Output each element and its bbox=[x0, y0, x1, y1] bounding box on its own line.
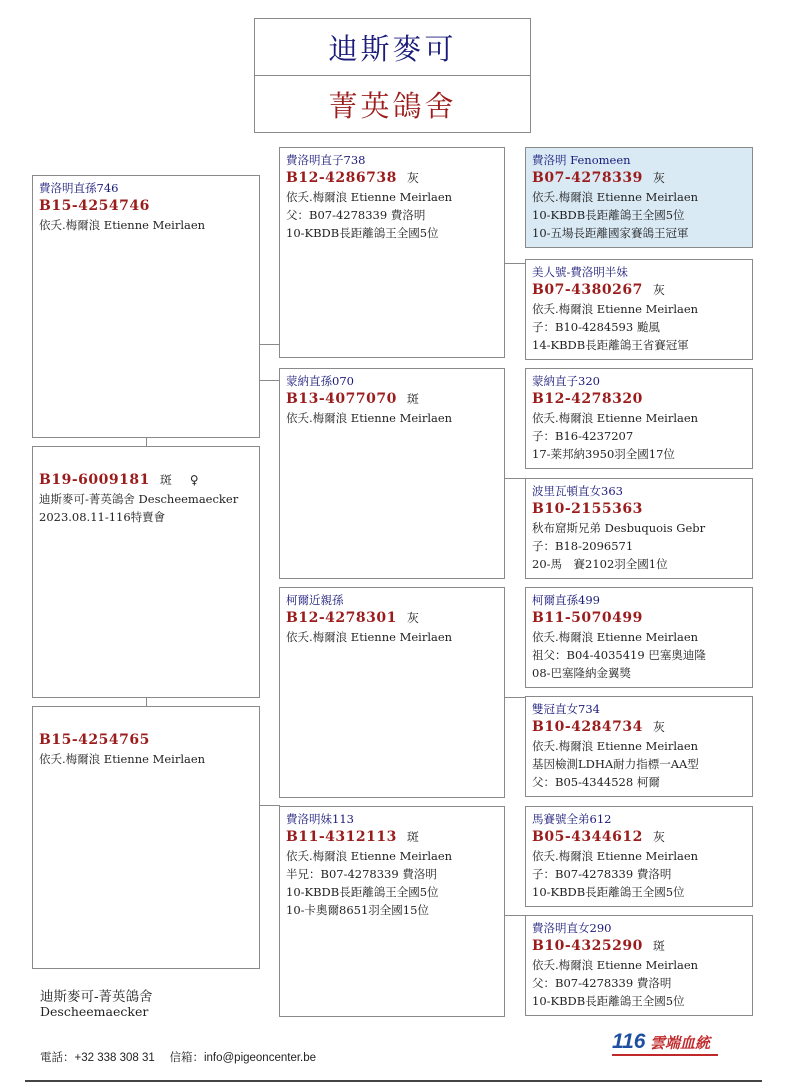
bird-name: 費洛明妹113 bbox=[286, 812, 354, 826]
bird-color: 灰 bbox=[652, 720, 665, 734]
grandparent-card-4[interactable] bbox=[279, 806, 505, 1017]
bird-detail: 依夭.梅爾浪 Etienne Meirlaen bbox=[532, 630, 699, 644]
bird-name: 蒙納直孫070 bbox=[286, 374, 354, 388]
loft-title: 菁英鴿舍 bbox=[328, 88, 457, 123]
connector bbox=[259, 805, 280, 806]
pedigree-header bbox=[254, 18, 531, 133]
connector bbox=[504, 263, 525, 264]
footer-loft-latin: Descheemaecker bbox=[40, 1004, 149, 1019]
grandparent-card-2[interactable] bbox=[279, 368, 505, 579]
bird-name: 柯爾近親孫 bbox=[286, 593, 344, 607]
owner-title: 迪斯麥可 bbox=[255, 19, 530, 76]
sire-breeder: 依夭.梅爾浪 Etienne Meirlaen bbox=[39, 218, 206, 232]
bird-ring: B10-4325290 bbox=[532, 938, 643, 954]
grandparent-card-1[interactable] bbox=[279, 147, 505, 358]
bird-detail: 08-巴塞隆納金翼獎 bbox=[532, 666, 632, 680]
subject-color: 斑 bbox=[159, 473, 172, 487]
bird-detail: 10-五場長距離國家賽鴿王冠軍 bbox=[532, 226, 689, 240]
bird-detail: 父：B05-4344528 柯爾 bbox=[532, 775, 660, 789]
bird-ring: B07-4278339 bbox=[532, 170, 643, 186]
subject-sex-icon: ♀ bbox=[189, 473, 199, 487]
connector bbox=[504, 915, 525, 916]
bird-detail: 子：B07-4278339 費洛明 bbox=[532, 867, 672, 881]
logo-number: 116 bbox=[612, 1030, 646, 1053]
bottom-divider bbox=[25, 1080, 762, 1082]
connector bbox=[504, 478, 525, 479]
bird-detail: 子：B10-4284593 颱風 bbox=[532, 320, 660, 334]
bird-detail: 14-KBDB長距離鴿王省賽冠軍 bbox=[532, 338, 689, 352]
bird-detail: 10-KBDB長距離鴿王全國5位 bbox=[532, 994, 685, 1008]
bird-detail: 依夭.梅爾浪 Etienne Meirlaen bbox=[532, 739, 699, 753]
subject-card[interactable] bbox=[32, 446, 260, 698]
connector bbox=[504, 697, 525, 698]
bird-name: 波里瓦頓直女363 bbox=[532, 484, 623, 498]
bird-detail: 依夭.梅爾浪 Etienne Meirlaen bbox=[532, 958, 699, 972]
bird-detail: 秋布窟斯兄弟 Desbuquois Gebr bbox=[532, 521, 706, 535]
great-grandparent-card-7[interactable] bbox=[525, 806, 753, 907]
bird-ring: B13-4077070 bbox=[286, 391, 397, 407]
bird-name: 馬賽號全弟612 bbox=[532, 812, 612, 826]
sire-ring: B15-4254746 bbox=[39, 198, 150, 214]
great-grandparent-card-8[interactable] bbox=[525, 915, 753, 1016]
bird-detail: 依夭.梅爾浪 Etienne Meirlaen bbox=[532, 302, 699, 316]
bird-name: 費洛明 Fenomeen bbox=[532, 153, 631, 167]
bird-ring: B07-4380267 bbox=[532, 282, 643, 298]
sire-card[interactable] bbox=[32, 175, 260, 438]
subject-note: 2023.08.11-116特賣會 bbox=[39, 510, 166, 524]
bird-color: 灰 bbox=[406, 611, 419, 625]
grandparent-card-3[interactable] bbox=[279, 587, 505, 798]
great-grandparent-card-5[interactable] bbox=[525, 587, 753, 688]
bird-ring: B12-4278320 bbox=[532, 391, 643, 407]
bird-name: 美人號-費洛明半妹 bbox=[532, 265, 628, 279]
great-grandparent-card-2[interactable] bbox=[525, 259, 753, 360]
subject-breeder: 迪斯麥可-菁英鴿舍 Descheemaecker bbox=[39, 492, 239, 506]
bird-detail: 10-KBDB長距離鴿王全國5位 bbox=[286, 885, 439, 899]
bird-detail: 依夭.梅爾浪 Etienne Meirlaen bbox=[286, 190, 453, 204]
subject-ring: B19-6009181 bbox=[39, 472, 150, 488]
logo-underline bbox=[612, 1054, 718, 1056]
bird-detail: 半兄：B07-4278339 費洛明 bbox=[286, 867, 437, 881]
dam-ring: B15-4254765 bbox=[39, 732, 150, 748]
dam-breeder: 依夭.梅爾浪 Etienne Meirlaen bbox=[39, 752, 206, 766]
dam-card[interactable] bbox=[32, 706, 260, 969]
footer-loft-name: 迪斯麥可-菁英鴿舍 bbox=[40, 989, 153, 1005]
great-grandparent-card-3[interactable] bbox=[525, 368, 753, 469]
bird-detail: 10-KBDB長距離鴿王全國5位 bbox=[532, 885, 685, 899]
sire-name: 費洛明直孫746 bbox=[39, 181, 119, 195]
bird-ring: B12-4278301 bbox=[286, 610, 397, 626]
bird-detail: 基因檢測LDHA耐力指標一AA型 bbox=[532, 757, 699, 771]
logo-text: 雲端血統 bbox=[649, 1035, 710, 1052]
bird-ring: B11-4312113 bbox=[286, 829, 397, 845]
bird-color: 灰 bbox=[652, 283, 665, 297]
bird-color: 灰 bbox=[652, 830, 665, 844]
bird-color: 斑 bbox=[406, 392, 419, 406]
bird-detail: 子：B16-4237207 bbox=[532, 429, 634, 443]
bird-name: 費洛明直女290 bbox=[532, 921, 612, 935]
bird-color: 斑 bbox=[406, 830, 419, 844]
bird-ring: B10-2155363 bbox=[532, 501, 643, 517]
bird-ring: B11-5070499 bbox=[532, 610, 643, 626]
bird-name: 雙冠直女734 bbox=[532, 702, 600, 716]
great-grandparent-card-1[interactable] bbox=[525, 147, 753, 248]
great-grandparent-card-6[interactable] bbox=[525, 696, 753, 797]
bird-ring: B12-4286738 bbox=[286, 170, 397, 186]
bird-detail: 父：B07-4278339 費洛明 bbox=[286, 208, 426, 222]
connector bbox=[259, 380, 280, 381]
bird-color: 斑 bbox=[652, 939, 665, 953]
bird-color: 灰 bbox=[406, 171, 419, 185]
bird-detail: 依夭.梅爾浪 Etienne Meirlaen bbox=[532, 849, 699, 863]
bird-detail: 依夭.梅爾浪 Etienne Meirlaen bbox=[532, 190, 699, 204]
bird-detail: 祖父：B04-4035419 巴塞奧迪隆 bbox=[532, 648, 706, 662]
great-grandparent-card-4[interactable] bbox=[525, 478, 753, 579]
bird-detail: 子：B18-2096571 bbox=[532, 539, 634, 553]
bird-detail: 10-KBDB長距離鴿王全國5位 bbox=[286, 226, 439, 240]
bird-detail: 父：B07-4278339 費洛明 bbox=[532, 976, 672, 990]
bird-detail: 10-KBDB長距離鴿王全國5位 bbox=[532, 208, 685, 222]
bird-ring: B05-4344612 bbox=[532, 829, 643, 845]
footer-contact: 電話：+32 338 308 31 信箱：info@pigeoncenter.be bbox=[40, 1052, 317, 1064]
cloud-pedigree-logo[interactable] bbox=[612, 1030, 710, 1054]
bird-detail: 依夭.梅爾浪 Etienne Meirlaen bbox=[532, 411, 699, 425]
bird-detail: 20-馬 賽2102羽全國1位 bbox=[532, 557, 668, 571]
connector bbox=[259, 344, 280, 345]
bird-detail: 依夭.梅爾浪 Etienne Meirlaen bbox=[286, 630, 453, 644]
bird-detail: 10-卡奧爾8651羽全國15位 bbox=[286, 903, 429, 917]
bird-ring: B10-4284734 bbox=[532, 719, 643, 735]
bird-name: 蒙納直子320 bbox=[532, 374, 600, 388]
bird-name: 費洛明直子738 bbox=[286, 153, 366, 167]
bird-name: 柯爾直孫499 bbox=[532, 593, 600, 607]
bird-color: 灰 bbox=[652, 171, 665, 185]
bird-detail: 17-莱邦納3950羽全國17位 bbox=[532, 447, 675, 461]
bird-detail: 依夭.梅爾浪 Etienne Meirlaen bbox=[286, 849, 453, 863]
bird-detail: 依夭.梅爾浪 Etienne Meirlaen bbox=[286, 411, 453, 425]
